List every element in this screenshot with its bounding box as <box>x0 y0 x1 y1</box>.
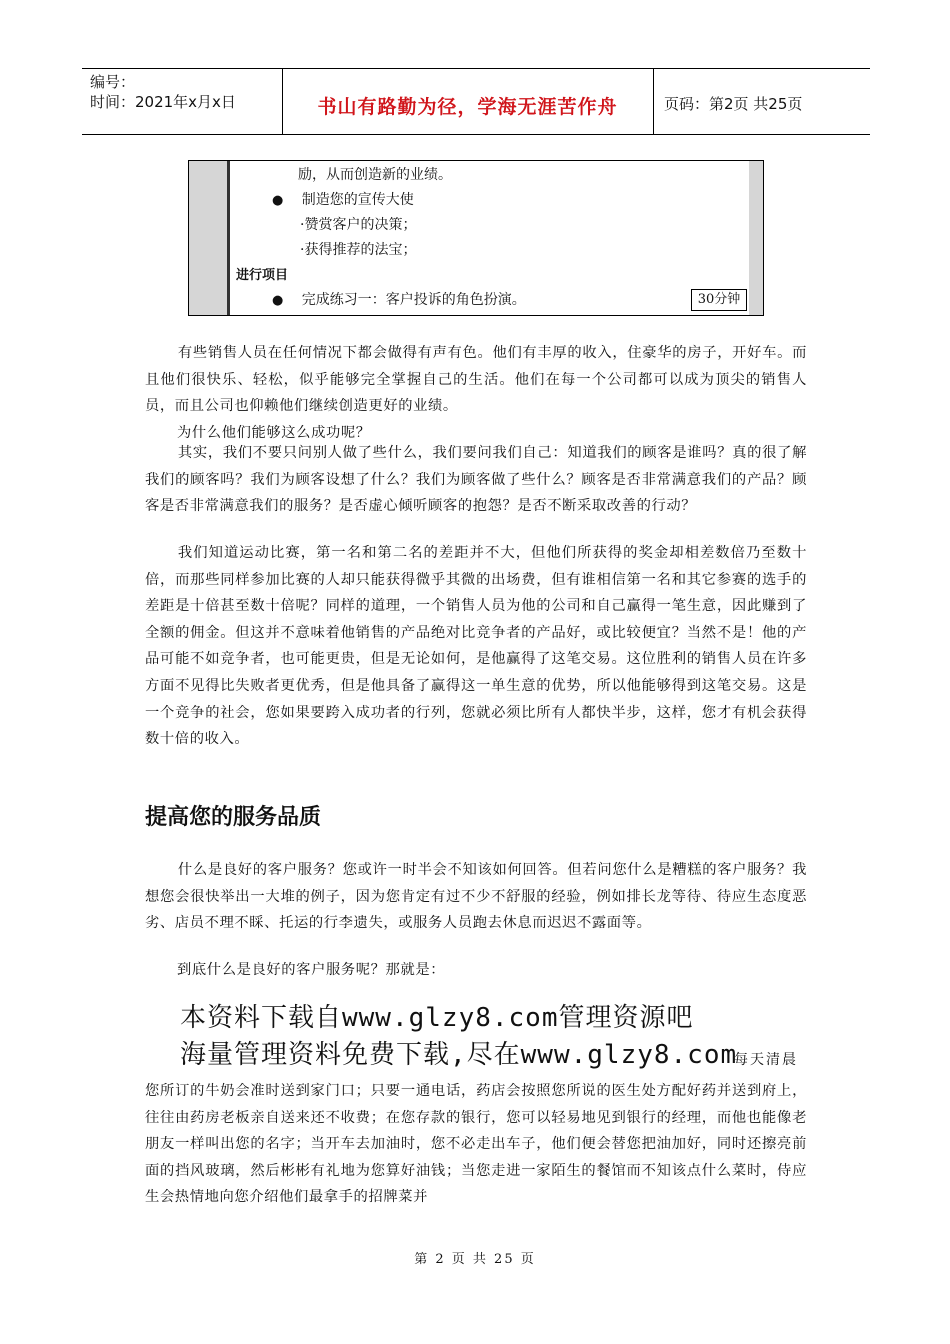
outline-line-5: 完成练习一：客户投诉的角色扮演。 <box>301 292 526 308</box>
header-page-label: 页码：第2页 共25页 <box>664 95 803 113</box>
paragraph-5: 什么是良好的客户服务？您或许一时半会不知该如何回答。但若问您什么是糟糕的客户服务？我想您会很快举出一大堆的例子，因为您肯定有过不少不舒服的经验，例如排长龙等待、待应生态度恶劣、店员不理不睬、托运的行李遗失，或服务人员跑去休息而迟迟不露面等。 <box>145 862 807 932</box>
watermark-ad-line-2: 海量管理资料免费下载,尽在www.glzy8.com <box>180 1040 738 1070</box>
watermark-ad-line-1: 本资料下载自www.glzy8.com管理资源吧 <box>180 1003 694 1033</box>
outline-line-2: 制造您的宣传大使 <box>301 192 414 208</box>
paragraph-2: 为什么他们能够这么成功呢？ <box>177 425 371 441</box>
header-top-rule <box>82 68 870 69</box>
header-time-label: 时间：2021年x月x日 <box>90 93 236 111</box>
paragraph-3: 其实，我们不要只问别人做了些什么，我们要问我们自己：知道我们的顾客是谁吗？真的很了解我们的顾客吗？我们为顾客设想了什么？我们为顾客做了些什么？顾客是否非常满意我们的产品？顾客是否非常满意我们的服务？是否虚心倾听顾客的抱怨？是否不断采取改善的行动？ <box>145 445 807 515</box>
header-meta <box>90 72 236 112</box>
ad-side-text: 每天清晨 <box>734 1052 798 1068</box>
outline-line-4: ·获得推荐的法宝； <box>300 242 417 258</box>
duration-badge: 30分钟 <box>691 289 747 311</box>
outline-line-1: 励，从而创造新的业绩。 <box>298 167 452 183</box>
paragraph-6: 到底什么是良好的客户服务呢？那就是： <box>177 962 446 978</box>
header-motto: 书山有路勤为径，学海无涯苦作舟 <box>317 96 618 118</box>
paragraph-4: 我们知道运动比赛，第一名和第二名的差距并不大，但他们所获得的奖金却相差数倍乃至数十倍，而那些同样参加比赛的人却只能获得微乎其微的出场费，但有谁相信第一名和其它参赛的选手的差距是十倍甚至数十倍呢？同样的道理，一个销售人员为他的公司和自己赢得一笔生意，因此赚到了全额的佣金。但这并不意味着他销售的产品绝对比竞争者的产品好，或比较便宜？当然不是！他的产品可能不如竞争者，也可能更贵，但是无论如何，是他赢得了这笔交易。这位胜利的销售人员在许多方面不见得比失败者更优秀，但是他具备了赢得这一单生意的优势，所以他能够得到这笔交易。这是一个竞争的社会，您如果要跨入成功者的行列，您就必须比所有人都快半步，这样，您才有机会获得数十倍的收入。 <box>145 545 807 748</box>
outline-line-3: ·赞赏客户的决策； <box>300 217 417 233</box>
page-footer: 第 2 页 共 25 页 <box>414 1252 536 1267</box>
bullet-icon: ● <box>272 293 284 308</box>
outline-bullet-item-2 <box>272 291 526 310</box>
header-bottom-rule <box>82 134 870 135</box>
bullet-icon: ● <box>272 193 284 208</box>
section-heading: 提高您的服务品质 <box>145 805 322 830</box>
paragraph-7: 您所订的牛奶会准时送到家门口；只要一通电话，药店会按照您所说的医生处方配好药并送到府上，往往由药房老板亲自送来还不收费；在您存款的银行，您可以轻易地见到银行的经理，而他也能像老朋友一样叫出您的名字；当开车去加油时，您不必走出车子，他们便会替您把油加好，同时还擦亮前面的挡风玻璃，然后彬彬有礼地为您算好油钱；当您走进一家陌生的餐馆而不知该点什么菜时，侍应生会热情地向您介绍他们最拿手的招牌菜并 <box>145 1083 807 1206</box>
header-number-label: 编号： <box>90 73 136 91</box>
header-divider-right <box>653 68 654 135</box>
paragraph-1: 有些销售人员在任何情况下都会做得有声有色。他们有丰厚的收入，住豪华的房子，开好车。而且他们很快乐、轻松，似乎能够完全掌握自己的生活。他们在每一个公司都可以成为顶尖的销售人员，而且公司也仰赖他们继续创造更好的业绩。 <box>145 345 807 415</box>
outline-section-label: 进行项目 <box>236 268 289 283</box>
outline-bullet-item-1 <box>272 191 414 210</box>
